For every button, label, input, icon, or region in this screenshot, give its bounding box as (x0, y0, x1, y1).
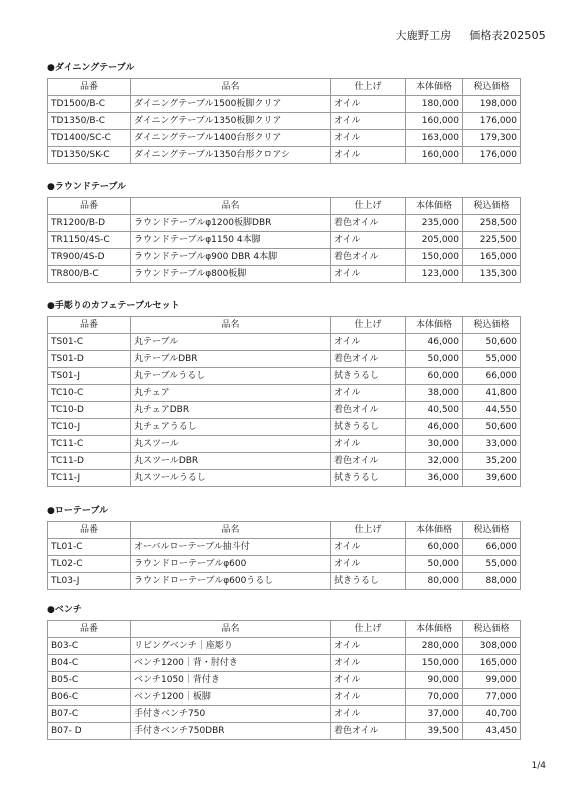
finish: オイル (331, 147, 406, 164)
product-code: B07- D (48, 723, 131, 740)
price-table (47, 78, 521, 164)
column-header-code: 品番 (48, 621, 131, 638)
table-row (48, 539, 521, 556)
column-header-tax-price: 税込価格 (463, 79, 521, 96)
finish: オイル (331, 130, 406, 147)
column-header-price: 本体価格 (406, 522, 463, 539)
product-name: ダイニングテーブル1350台形クロアシ (131, 147, 331, 164)
column-header-code: 品番 (48, 522, 131, 539)
column-header-finish: 仕上げ (331, 198, 406, 215)
column-header-tax-price: 税込価格 (463, 317, 521, 334)
product-name: 丸チェア (131, 385, 331, 402)
base-price: 37,000 (406, 706, 463, 723)
product-code: TD1350/B-C (48, 113, 131, 130)
table-row (48, 113, 521, 130)
finish: オイル (331, 672, 406, 689)
table-row (48, 266, 521, 283)
table-row (48, 453, 521, 470)
table-row (48, 385, 521, 402)
base-price: 90,000 (406, 672, 463, 689)
product-name: ダイニングテーブル1350板脚クリア (131, 113, 331, 130)
column-header-name: 品名 (131, 621, 331, 638)
table-row (48, 723, 521, 740)
table-row (48, 419, 521, 436)
product-code: B05-C (48, 672, 131, 689)
finish: オイル (331, 385, 406, 402)
base-price: 280,000 (406, 638, 463, 655)
product-code: TL01-C (48, 539, 131, 556)
base-price: 32,000 (406, 453, 463, 470)
base-price: 38,000 (406, 385, 463, 402)
product-name: 丸スツール (131, 436, 331, 453)
product-code: TD1500/B-C (48, 96, 131, 113)
tax-included-price: 135,300 (463, 266, 521, 283)
column-header-tax-price: 税込価格 (463, 522, 521, 539)
section-title: ●ダイニングテーブル (47, 63, 135, 73)
tax-included-price: 55,000 (463, 556, 521, 573)
page-number: 1/4 (531, 761, 546, 771)
price-section (47, 181, 520, 283)
table-row (48, 334, 521, 351)
finish: オイル (331, 96, 406, 113)
tax-included-price: 43,450 (463, 723, 521, 740)
product-name: 丸チェアDBR (131, 402, 331, 419)
tax-included-price: 44,550 (463, 402, 521, 419)
price-table (47, 197, 521, 283)
product-code: TC10-D (48, 402, 131, 419)
section-title: ●ベンチ (47, 605, 82, 615)
product-name: 手付きベンチ750 (131, 706, 331, 723)
product-name: ラウンドテーブルφ800板脚 (131, 266, 331, 283)
finish: オイル (331, 539, 406, 556)
base-price: 46,000 (406, 334, 463, 351)
product-code: TC11-C (48, 436, 131, 453)
base-price: 235,000 (406, 215, 463, 232)
section-title: ●ローテーブル (47, 506, 109, 516)
tax-included-price: 55,000 (463, 351, 521, 368)
column-header-name: 品名 (131, 317, 331, 334)
base-price: 160,000 (406, 113, 463, 130)
finish: 着色オイル (331, 402, 406, 419)
table-header-row (48, 621, 521, 638)
product-code: TR800/B-C (48, 266, 131, 283)
product-code: TD1350/SK-C (48, 147, 131, 164)
table-row (48, 672, 521, 689)
finish: 拭きうるし (331, 470, 406, 487)
finish: オイル (331, 655, 406, 672)
finish: 拭きうるし (331, 573, 406, 590)
column-header-price: 本体価格 (406, 621, 463, 638)
base-price: 46,000 (406, 419, 463, 436)
finish: オイル (331, 266, 406, 283)
product-name: ラウンドローテーブルφ600うるし (131, 573, 331, 590)
base-price: 36,000 (406, 470, 463, 487)
base-price: 70,000 (406, 689, 463, 706)
table-header-row (48, 198, 521, 215)
finish: オイル (331, 706, 406, 723)
base-price: 150,000 (406, 655, 463, 672)
product-code: TS01-C (48, 334, 131, 351)
tax-included-price: 258,500 (463, 215, 521, 232)
table-row (48, 470, 521, 487)
product-code: TC10-J (48, 419, 131, 436)
product-name: ベンチ1200｜板脚 (131, 689, 331, 706)
product-code: B06-C (48, 689, 131, 706)
table-row (48, 706, 521, 723)
column-header-tax-price: 税込価格 (463, 621, 521, 638)
product-code: TS01-D (48, 351, 131, 368)
product-name: ダイニングテーブル1500板脚クリア (131, 96, 331, 113)
table-row (48, 436, 521, 453)
product-code: TL03-J (48, 573, 131, 590)
tax-included-price: 50,600 (463, 334, 521, 351)
tax-included-price: 50,600 (463, 419, 521, 436)
base-price: 60,000 (406, 368, 463, 385)
table-row (48, 638, 521, 655)
price-section (47, 300, 520, 487)
tax-included-price: 66,000 (463, 368, 521, 385)
product-name: 丸スツールうるし (131, 470, 331, 487)
product-name: ベンチ1200｜背・肘付き (131, 655, 331, 672)
finish: 拭きうるし (331, 368, 406, 385)
price-section (47, 604, 520, 740)
finish: 拭きうるし (331, 419, 406, 436)
column-header-finish: 仕上げ (331, 79, 406, 96)
product-name: 丸テーブルうるし (131, 368, 331, 385)
product-code: TC10-C (48, 385, 131, 402)
tax-included-price: 176,000 (463, 147, 521, 164)
price-section (47, 62, 520, 164)
product-code: TS01-J (48, 368, 131, 385)
document-header (396, 27, 547, 43)
product-code: TR900/4S-D (48, 249, 131, 266)
column-header-code: 品番 (48, 317, 131, 334)
column-header-finish: 仕上げ (331, 621, 406, 638)
base-price: 50,000 (406, 556, 463, 573)
finish: オイル (331, 113, 406, 130)
product-code: TR1200/B-D (48, 215, 131, 232)
product-code: TD1400/SC-C (48, 130, 131, 147)
column-header-name: 品名 (131, 522, 331, 539)
product-name: オーバルローテーブル抽斗付 (131, 539, 331, 556)
brand-name: 大鹿野工房 (395, 29, 452, 42)
column-header-price: 本体価格 (406, 79, 463, 96)
finish: 着色オイル (331, 723, 406, 740)
tax-included-price: 77,000 (463, 689, 521, 706)
product-name: ラウンドテーブルφ900 DBR 4本脚 (131, 249, 331, 266)
base-price: 163,000 (406, 130, 463, 147)
product-code: B04-C (48, 655, 131, 672)
table-row (48, 573, 521, 590)
product-name: 丸テーブルDBR (131, 351, 331, 368)
finish: オイル (331, 638, 406, 655)
tax-included-price: 165,000 (463, 655, 521, 672)
tax-included-price: 179,300 (463, 130, 521, 147)
product-code: TL02-C (48, 556, 131, 573)
table-row (48, 351, 521, 368)
table-row (48, 147, 521, 164)
product-name: 丸チェアうるし (131, 419, 331, 436)
product-name: リビングベンチ｜座彫り (131, 638, 331, 655)
base-price: 80,000 (406, 573, 463, 590)
section-title: ●手彫りのカフェテーブルセット (47, 301, 180, 311)
section-title: ●ラウンドテーブル (47, 182, 127, 192)
column-header-name: 品名 (131, 198, 331, 215)
price-table (47, 316, 521, 487)
document-title: 価格表202505 (469, 29, 546, 42)
table-row (48, 96, 521, 113)
product-code: B03-C (48, 638, 131, 655)
product-name: ダイニングテーブル1400台形クリア (131, 130, 331, 147)
tax-included-price: 225,500 (463, 232, 521, 249)
product-code: TR1150/4S-C (48, 232, 131, 249)
finish: オイル (331, 334, 406, 351)
product-code: B07-C (48, 706, 131, 723)
table-row (48, 655, 521, 672)
price-table (47, 521, 521, 590)
product-name: ラウンドテーブルφ1150 4本脚 (131, 232, 331, 249)
base-price: 39,500 (406, 723, 463, 740)
base-price: 180,000 (406, 96, 463, 113)
base-price: 50,000 (406, 351, 463, 368)
table-row (48, 215, 521, 232)
finish: オイル (331, 689, 406, 706)
product-name: ベンチ1050｜背付き (131, 672, 331, 689)
finish: 着色オイル (331, 351, 406, 368)
product-code: TC11-D (48, 453, 131, 470)
tax-included-price: 198,000 (463, 96, 521, 113)
column-header-tax-price: 税込価格 (463, 198, 521, 215)
table-row (48, 232, 521, 249)
finish: オイル (331, 556, 406, 573)
table-row (48, 556, 521, 573)
column-header-code: 品番 (48, 79, 131, 96)
column-header-name: 品名 (131, 79, 331, 96)
column-header-code: 品番 (48, 198, 131, 215)
tax-included-price: 88,000 (463, 573, 521, 590)
table-row (48, 130, 521, 147)
base-price: 150,000 (406, 249, 463, 266)
tax-included-price: 66,000 (463, 539, 521, 556)
base-price: 60,000 (406, 539, 463, 556)
finish: 着色オイル (331, 249, 406, 266)
finish: 着色オイル (331, 215, 406, 232)
finish: 着色オイル (331, 453, 406, 470)
tax-included-price: 40,700 (463, 706, 521, 723)
price-table (47, 620, 521, 740)
product-name: 丸テーブル (131, 334, 331, 351)
finish: オイル (331, 232, 406, 249)
table-header-row (48, 522, 521, 539)
tax-included-price: 99,000 (463, 672, 521, 689)
column-header-finish: 仕上げ (331, 522, 406, 539)
product-code: TC11-J (48, 470, 131, 487)
product-name: ラウンドローテーブルφ600 (131, 556, 331, 573)
base-price: 123,000 (406, 266, 463, 283)
base-price: 30,000 (406, 436, 463, 453)
table-row (48, 689, 521, 706)
product-name: ラウンドテーブルφ1200板脚DBR (131, 215, 331, 232)
table-header-row (48, 317, 521, 334)
tax-included-price: 176,000 (463, 113, 521, 130)
table-row (48, 402, 521, 419)
table-row (48, 368, 521, 385)
finish: オイル (331, 436, 406, 453)
base-price: 205,000 (406, 232, 463, 249)
table-header-row (48, 79, 521, 96)
price-section (47, 505, 520, 590)
tax-included-price: 41,800 (463, 385, 521, 402)
base-price: 40,500 (406, 402, 463, 419)
tax-included-price: 33,000 (463, 436, 521, 453)
tax-included-price: 35,200 (463, 453, 521, 470)
product-name: 丸スツールDBR (131, 453, 331, 470)
column-header-price: 本体価格 (406, 198, 463, 215)
product-name: 手付きベンチ750DBR (131, 723, 331, 740)
column-header-finish: 仕上げ (331, 317, 406, 334)
tax-included-price: 39,600 (463, 470, 521, 487)
tax-included-price: 308,000 (463, 638, 521, 655)
column-header-price: 本体価格 (406, 317, 463, 334)
table-row (48, 249, 521, 266)
tax-included-price: 165,000 (463, 249, 521, 266)
base-price: 160,000 (406, 147, 463, 164)
